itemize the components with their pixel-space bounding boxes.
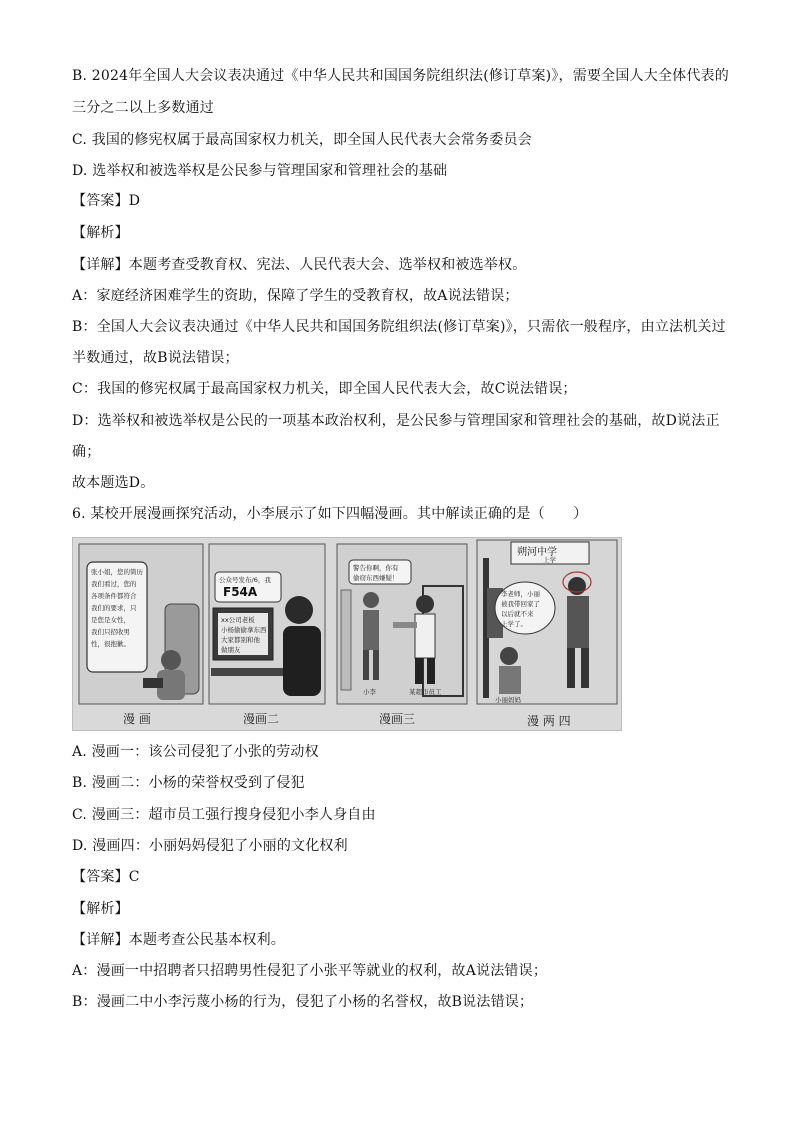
option-c: C. 我国的修宪权属于最高国家权力机关，即全国人民代表大会常务委员会 xyxy=(72,132,532,148)
option-d: D. 选举权和被选举权是公民参与管理国家和管理社会的基础 xyxy=(72,163,448,179)
detail2-b: B：漫画二中小李污蔑小杨的行为，侵犯了小杨的名誉权，故B说法错误； xyxy=(72,994,534,1010)
panel2-screen-3: 做朋友 xyxy=(221,646,241,654)
panel1-text-5: 我们只招收男 xyxy=(91,628,130,636)
panel1-text-3: 我们的要求，只 xyxy=(91,604,137,612)
question-6-option-a: A. 漫画一：该公司侵犯了小张的劳动权 xyxy=(72,744,319,760)
panel2-bubble-text: 公众号发布/6，我 xyxy=(219,576,271,584)
panel3-staff-head xyxy=(416,595,434,613)
panel4-text-0: 李老师，小丽 xyxy=(501,590,540,598)
panel2-screen-0: xx公司老板 xyxy=(221,616,255,624)
comic-panel-3 xyxy=(337,544,467,704)
detail2-a: A：漫画一中招聘者只招聘男性侵犯了小张平等就业的权利，故A说法错误； xyxy=(72,963,548,979)
panel4-text-1: 被我带回家了 xyxy=(501,600,540,608)
analysis-label-2: 【解析】 xyxy=(72,901,129,917)
panel2-desk xyxy=(211,668,283,676)
detail2-intro: 【详解】本题考查公民基本权利。 xyxy=(72,932,285,948)
question-6: 6. 某校开展漫画探究活动，小李展示了如下四幅漫画。其中解读正确的是（ ） xyxy=(72,506,588,522)
detail-c: C：我国的修宪权属于最高国家权力机关，即全国人民代表大会，故C说法错误； xyxy=(72,381,577,397)
panel3-xiaoli-body xyxy=(363,610,379,650)
panel4-sign-text: 朔河中学 xyxy=(517,547,557,558)
panel1-text-4: 是您是女性， xyxy=(91,616,130,624)
panel2-screen-2: 大家都别和他 xyxy=(221,636,260,644)
panel2-man-head xyxy=(285,596,313,624)
question-6-option-b: B. 漫画二：小杨的荣誉权受到了侵犯 xyxy=(72,775,305,791)
comic-panel-1 xyxy=(79,544,203,704)
comic-strip xyxy=(72,537,622,731)
detail-d-line2: 确； xyxy=(72,444,101,460)
panel1-text-0: 张小姐，您的简历 xyxy=(91,568,143,576)
conclusion: 故本题选D。 xyxy=(72,475,155,491)
comic-label-2: 漫画二 xyxy=(243,712,280,726)
option-b-line1: B. 2024年全国人大会议表决通过《中华人民共和国国务院组织法(修订草案)》，需要全国人大全体代表的 xyxy=(72,68,729,84)
panel1-text-6: 性，很抱歉。 xyxy=(91,640,130,648)
detail-b-line2: 半数通过，故B说法错误； xyxy=(72,350,239,366)
answer-label-2: 【答案】C xyxy=(72,869,140,885)
panel4-text-2: 以后就不来 xyxy=(501,610,534,618)
panel3-name-xiaoli: 小李 xyxy=(363,688,376,696)
panel4-mother-head xyxy=(500,647,518,665)
panel4-sign-sub: 上学 xyxy=(543,556,556,564)
comic-panel-2 xyxy=(209,544,325,704)
panel3-gate xyxy=(341,590,351,690)
panel2-screen-1: 小杨偷偷拿东西 xyxy=(221,626,267,634)
question-6-option-d: D. 漫画四：小丽妈妈侵犯了小丽的文化权利 xyxy=(72,838,348,854)
comic-illustration xyxy=(73,538,621,730)
comic-label-4: 漫 两 四 xyxy=(527,714,571,728)
panel2-bubble-code: F54A xyxy=(223,585,258,599)
analysis-label: 【解析】 xyxy=(72,225,129,241)
panel3-text-0: 警告你啊，你有 xyxy=(353,564,399,572)
comic-label-3: 漫画三 xyxy=(379,712,416,726)
answer-label: 【答案】D xyxy=(72,193,141,209)
comic-label-1: 漫 画 xyxy=(123,712,151,726)
panel2-man-body xyxy=(283,626,321,696)
detail-a: A：家庭经济困难学生的资助，保障了学生的受教育权，故A说法错误； xyxy=(72,288,519,304)
panel4-text-3: 上学了。 xyxy=(501,620,527,628)
panel3-staff-body xyxy=(415,614,435,658)
panel1-text-1: 我们看过，您的 xyxy=(91,580,137,588)
question-6-option-c: C. 漫画三：超市员工强行搜身侵犯小李人身自由 xyxy=(72,807,376,823)
panel1-woman-head xyxy=(161,650,181,670)
detail-intro: 【详解】本题考查受教育权、宪法、人民代表大会、选举权和被选举权。 xyxy=(72,257,527,273)
detail-b-line1: B：全国人大会议表决通过《中华人民共和国国务院组织法(修订草案)》，只需依一般程序，由立法机关过 xyxy=(72,319,726,335)
panel4-mother-body xyxy=(499,666,521,694)
panel4-mother-name: 小丽妈妈 xyxy=(495,696,521,704)
panel3-xiaoli-head xyxy=(363,592,379,608)
panel1-text-2: 各项条件都符合 xyxy=(91,592,137,600)
comic-panel-4 xyxy=(477,540,617,704)
panel3-text-1: 偷窃东西嫌疑！ xyxy=(353,574,399,582)
option-b-line2: 三分之二以上多数通过 xyxy=(72,100,214,116)
panel1-phone xyxy=(143,678,163,688)
panel4-teacher-body xyxy=(567,596,589,648)
detail-d-line1: D：选举权和被选举权是公民的一项基本政治权利，是公民参与管理国家和管理社会的基础，故D说法正 xyxy=(72,413,720,429)
panel3-name-staff: 某超市员工 xyxy=(409,688,442,696)
